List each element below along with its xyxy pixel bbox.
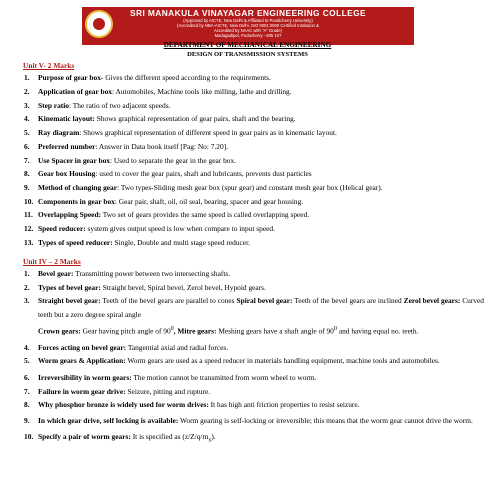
list-item	[24, 181, 484, 195]
item-term: Specify a pair of worm gears:	[38, 432, 131, 442]
item-term: Zerol bevel gears:	[403, 296, 461, 306]
item-text: Teeth of the bevel gears are inclined	[292, 296, 404, 306]
item-text: The motion cannot be transmitted from worm wheel to worm.	[131, 372, 317, 382]
item-text: Straight bevel, Spiral bevel, Zerol bevel, Hypoid gears.	[100, 282, 266, 292]
item-number: 9.	[24, 415, 30, 425]
item-number: 7.	[24, 386, 30, 396]
item-term: Types of speed reducer:	[38, 237, 113, 247]
item-term: Irreversibility in worm gears:	[38, 372, 132, 382]
list-item	[24, 73, 484, 82]
item-number: 4.	[24, 342, 30, 352]
item-number: 10.	[24, 432, 34, 442]
item-text: : Used to separate the gear in the gear box.	[110, 155, 237, 165]
item-text: Tangential axial and radial forces.	[126, 342, 229, 352]
item-text: Shows graphical representation of gear pairs, shaft and the bearing.	[94, 114, 296, 124]
item-term: Use Spacer in gear box	[38, 155, 110, 165]
list-item	[24, 342, 484, 352]
item-number: 1.	[24, 73, 30, 82]
item-term: Application of gear box	[38, 86, 112, 96]
item-text: Meshing gears have a shaft angle of 90	[216, 326, 334, 336]
item-text: system gives output speed is low when compare to input speed.	[85, 224, 275, 234]
item-text: : Automobiles, Machine tools like milling, lathe and drilling.	[111, 86, 292, 96]
list-item	[24, 128, 484, 137]
college-banner	[82, 7, 414, 45]
item-term: Why phosphor bronze is widely used for worm drives:	[38, 399, 209, 409]
item-number: 3.	[24, 296, 30, 306]
item-number: 6.	[24, 372, 30, 382]
item-term: Types of bevel gear:	[38, 282, 101, 292]
item-number: 8.	[24, 169, 30, 179]
item-number: 8.	[24, 399, 30, 409]
list-item	[24, 155, 484, 165]
list-item	[24, 169, 484, 179]
item-number: 6.	[24, 141, 30, 151]
item-text: : The ratio of two adjacent speeds.	[69, 100, 171, 110]
list-item	[24, 141, 484, 151]
item-text: Worm gearing is self-locking or irreversible; this means that the worm gear cannot drive the worm.	[178, 415, 473, 425]
item-number: 7.	[24, 155, 30, 165]
item-number: 3.	[24, 100, 30, 110]
item-term: Ray diagram	[38, 128, 80, 137]
item-term: Preferred number	[38, 141, 96, 151]
item-term: Spiral bevel gear:	[236, 296, 293, 306]
item-text: Gear having pitch angle of 90	[80, 326, 171, 336]
college-sub-line: (Approved by AICTE, New Delhi & Affiliated to Pondicherry University)	[183, 18, 313, 23]
college-sub-line: (Accredited by NBA-AICTE, New Delhi, ISO 9001:2000 Certified Institution &	[177, 23, 319, 28]
course-title: DESIGN OF TRANSMISSION SYSTEMS	[187, 51, 308, 58]
item-term: Kinematic layout:	[38, 114, 95, 124]
item-term: Failure in worm gear drive:	[38, 386, 126, 396]
item-number: 2.	[24, 282, 30, 292]
list-item	[24, 224, 484, 234]
item-number: 2.	[24, 86, 30, 96]
item-number: 9.	[24, 182, 30, 192]
item-number: 13.	[24, 237, 34, 247]
list-item	[24, 372, 484, 382]
item-term: , Mitre gears:	[173, 326, 217, 336]
item-text: It is specified as (z/Z/q/m	[130, 432, 209, 442]
college-sub-line: Madagadipet, Puducherry - 605 107	[214, 33, 282, 38]
item-term: Method of changing gear	[38, 182, 118, 192]
item-term: Forces acting on bevel gear:	[38, 342, 127, 352]
unit-v-list	[24, 73, 484, 252]
item-term: Components in gear box	[38, 196, 115, 206]
degree-superscript: 0	[333, 326, 337, 333]
list-item	[24, 210, 484, 220]
college-sub-line: Accredited by NAAC with "A" Grade)	[214, 28, 282, 33]
item-text: : Two types-Sliding mesh gear box (spur gear) and constant mesh gear box (Helical gear).	[117, 182, 383, 192]
item-text: : Gear pair, shaft, oil, oil seal, bearing, spacer and gear housing.	[114, 196, 304, 206]
college-name: SRI MANAKULA VINAYAGAR ENGINEERING COLLEGE	[130, 8, 366, 18]
unit-v-heading: Unit V- 2 Marks	[23, 61, 75, 70]
item-term: Speed reducer:	[38, 224, 86, 234]
list-item	[24, 196, 484, 206]
subscript: x	[208, 437, 212, 444]
item-text: Two set of gears provides the same speed is called overlapping speed.	[101, 210, 310, 220]
item-text: Gives the different speed according to the requirements.	[103, 73, 271, 82]
item-text: Seizure, pitting and rupture.	[125, 386, 211, 396]
item-text: Curved teeth but a zero degree spiral angle	[38, 296, 484, 320]
item-text: : used to cover the gear pairs, shaft and lubricants, prevents dust particles	[95, 169, 312, 179]
degree-superscript: 0	[170, 326, 174, 333]
item-number: 11.	[24, 210, 33, 220]
item-number: 5.	[24, 356, 30, 366]
list-item	[24, 398, 484, 412]
list-item	[24, 354, 484, 368]
unit-iv-list	[24, 269, 484, 451]
list-item	[24, 414, 484, 428]
item-number: 5.	[24, 128, 30, 137]
item-term: Overlapping Speed:	[38, 210, 102, 220]
list-item	[24, 386, 484, 396]
item-text: : Shows graphical representation of different speed in gear pairs as in kinematic layout.	[79, 128, 337, 137]
list-item	[24, 432, 484, 446]
list-item	[24, 294, 484, 338]
item-text: It has high anti friction properties to resist seizure.	[208, 399, 360, 409]
college-logo-icon	[85, 10, 113, 38]
item-term: In which gear drive, self locking is available:	[38, 415, 179, 425]
department-title: DEPARTMENT OF MECHANICAL ENGINEERING	[163, 41, 332, 49]
item-number: 10.	[24, 196, 34, 206]
item-text: Transmitting power between two intersecting shafts.	[73, 269, 231, 278]
item-term: Step ratio	[38, 100, 69, 110]
item-text: : Answer in Data book itself [Pag: No: 7.20].	[95, 141, 229, 151]
list-item	[24, 237, 484, 247]
list-item	[24, 86, 484, 96]
item-text: ).	[211, 432, 216, 442]
item-number: 1.	[24, 269, 30, 278]
item-text: Worm gears are used as a speed reducer in materials handling equipment, machine tools and automobiles.	[125, 356, 440, 366]
list-item	[24, 100, 484, 110]
item-term: Straight bevel gear:	[38, 296, 101, 306]
item-text: Single, Double and multi stage speed reducer.	[112, 237, 250, 247]
unit-iv-heading: Unit IV – 2 Marks	[23, 257, 81, 266]
item-text: Teeth of the bevel gears are parallel to cones	[100, 296, 237, 306]
item-term: Bevel gear:	[38, 269, 74, 278]
list-item	[24, 282, 484, 292]
item-number: 4.	[24, 114, 30, 124]
item-term: Worm gears & Application:	[38, 356, 126, 366]
item-number: 12.	[24, 224, 34, 234]
item-term: Crown gears:	[38, 326, 81, 336]
item-term: Purpose of gear box-	[38, 73, 104, 82]
list-item	[24, 114, 484, 124]
list-item	[24, 269, 484, 278]
item-text: and having equal no. teeth.	[336, 326, 419, 336]
item-term: Gear box Housing	[38, 169, 96, 179]
